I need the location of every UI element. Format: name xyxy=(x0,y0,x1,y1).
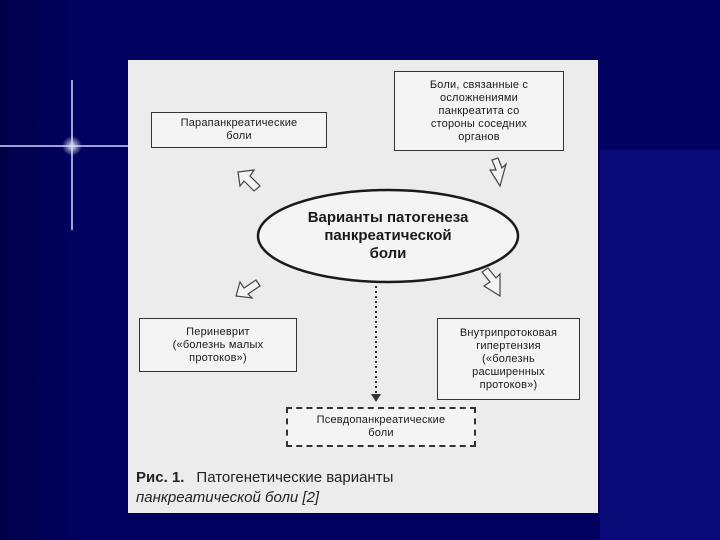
box-complications: Боли, связанные с осложнениями панкреатита со стороны соседних органов xyxy=(394,71,564,151)
arrow-top-right xyxy=(490,158,506,186)
arrow-bottom-right xyxy=(482,268,500,296)
caption-line2: панкреатической боли [2] xyxy=(136,489,320,506)
box-perineuritis: Периневрит («болезнь малых протоков») xyxy=(139,318,297,372)
figure-image xyxy=(128,60,598,513)
dotted-arrowhead xyxy=(371,394,381,402)
box-intraductal-hypertension: Внутрипротоковая гипертензия («болезнь расширенных протоков») xyxy=(437,318,580,400)
arrow-top-left xyxy=(238,170,260,191)
figure-caption xyxy=(136,468,596,508)
box-pseudopancreatic: Псевдопанкреатические боли xyxy=(286,407,476,447)
box-parapancreatic: Парапанкреатические боли xyxy=(151,112,327,148)
arrow-bottom-left xyxy=(236,280,260,298)
background-stripe-right xyxy=(600,150,720,540)
caption-number: Рис. 1. xyxy=(136,469,185,486)
sparkle-icon xyxy=(0,60,140,240)
center-label: Варианты патогенеза панкреатической боли xyxy=(307,209,469,262)
caption-line1: Патогенетические варианты xyxy=(196,469,394,486)
